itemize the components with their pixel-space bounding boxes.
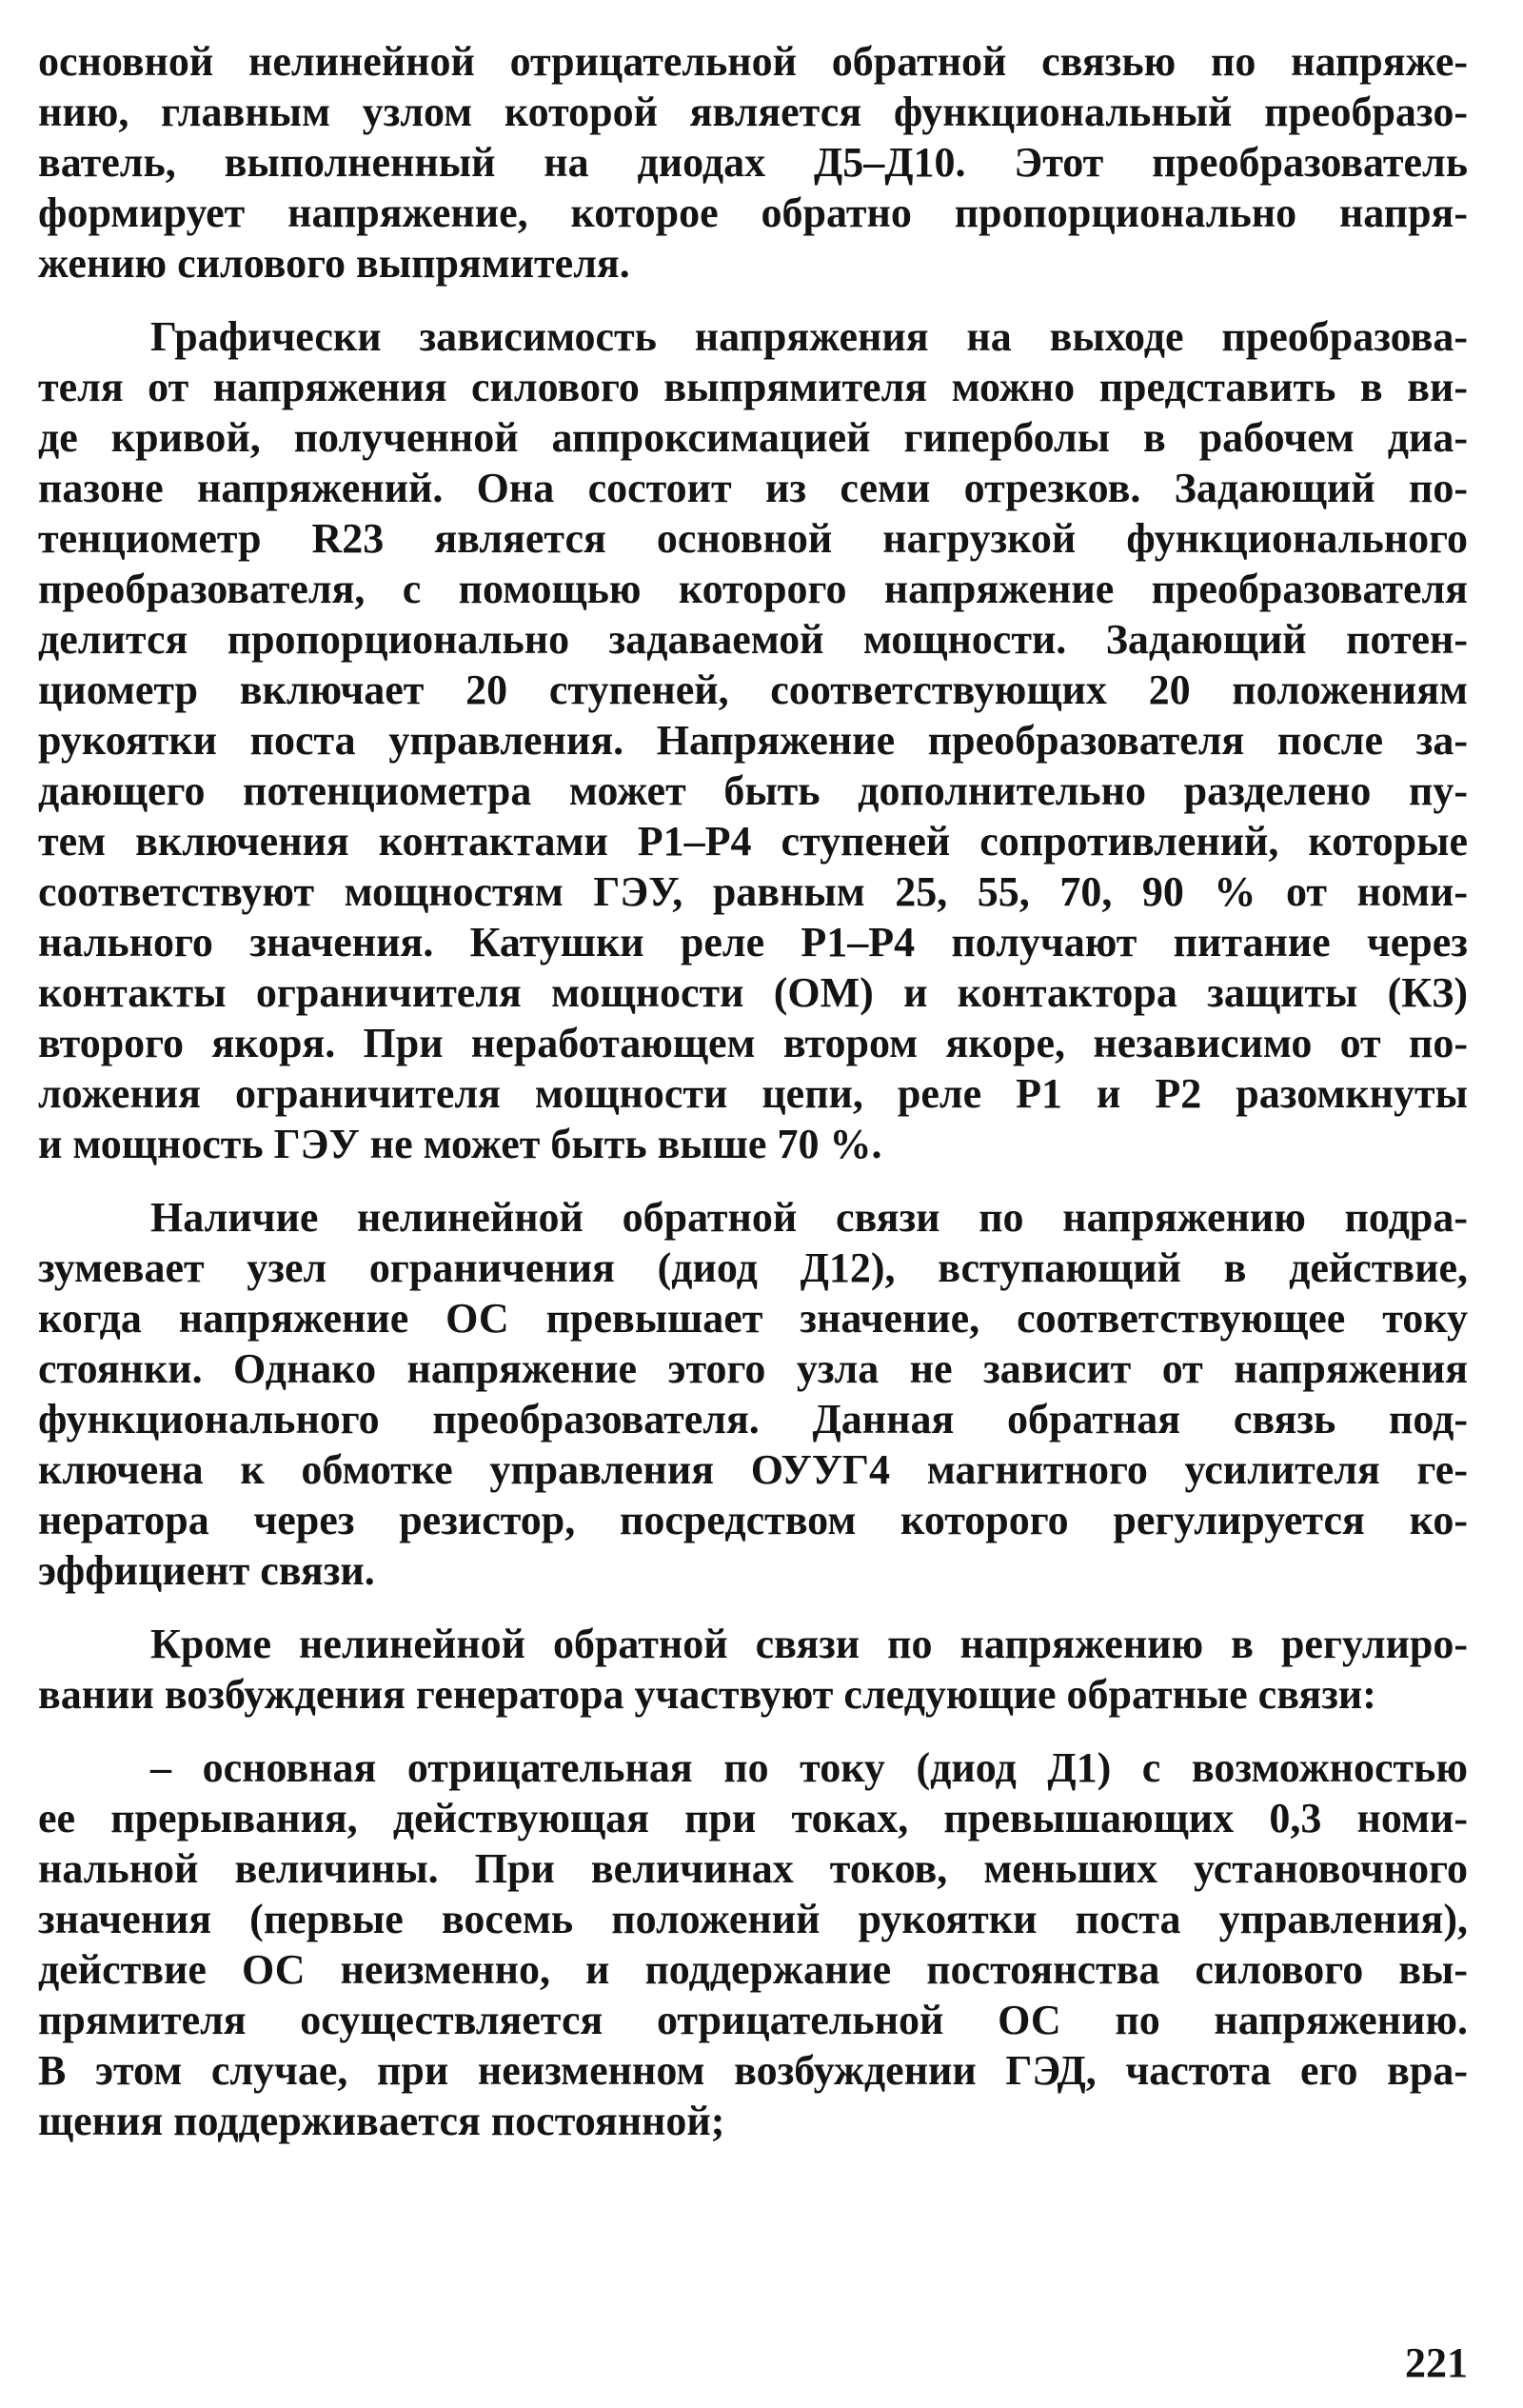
text-line: делится пропорционально задаваемой мощности. Задающий потен- xyxy=(38,616,1468,663)
text-line: основной нелинейной отрицательной обратной связью по напряже- xyxy=(38,38,1468,85)
text-line: – основная отрицательная по току (диод Д1) с возможностью xyxy=(150,1744,1468,1791)
text-line: эффициент связи. xyxy=(38,1547,375,1594)
text-line: вании возбуждения генератора участвуют следующие обратные связи: xyxy=(38,1671,1376,1718)
text-line: Графически зависимость напряжения на выходе преобразова- xyxy=(150,313,1468,360)
text-line: циометр включает 20 ступеней, соответствующих 20 положениям xyxy=(38,667,1468,713)
text-line: зумевает узел ограничения (диод Д12), вступающий в действие, xyxy=(38,1244,1468,1291)
text-body xyxy=(38,36,1468,2146)
text-line: прямителя осуществляется отрицательной ОС по напряжению. xyxy=(38,1997,1468,2043)
text-line: рукоятки поста управления. Напряжение преобразователя после за- xyxy=(38,717,1468,764)
paragraph xyxy=(38,311,1468,1169)
text-line: нальной величины. При величинах токов, меньших установочного xyxy=(38,1845,1468,1892)
text-line: теля от напряжения силового выпрямителя можно представить в ви- xyxy=(38,364,1468,410)
text-line: значения (первые восемь положений рукоятки поста управления), xyxy=(38,1896,1468,1942)
text-line: ключена к обмотке управления ОУУГ4 магнитного усилителя ге- xyxy=(38,1446,1468,1493)
text-line: формирует напряжение, которое обратно пропорционально напря- xyxy=(38,189,1468,236)
paragraph xyxy=(38,36,1468,289)
text-line: контакты ограничителя мощности (ОМ) и контактора защиты (КЗ) xyxy=(38,969,1468,1016)
text-line: нального значения. Катушки реле P1–P4 получают питание через xyxy=(38,919,1468,965)
text-line: тенциометр R23 является основной нагрузкой функционального xyxy=(38,515,1468,562)
text-line: функционального преобразователя. Данная обратная связь под- xyxy=(38,1396,1468,1443)
text-line: нию, главным узлом которой является функциональный преобразо- xyxy=(38,89,1468,135)
paragraph xyxy=(38,1619,1468,1720)
text-line: пазоне напряжений. Она состоит из семи отрезков. Задающий по- xyxy=(38,465,1468,511)
text-line: ее прерывания, действующая при токах, превышающих 0,3 номи- xyxy=(38,1795,1468,1841)
text-line: дающего потенциометра может быть дополнительно разделено пу- xyxy=(38,767,1468,814)
text-line: нератора через резистор, посредством которого регулируется ко- xyxy=(38,1497,1468,1543)
paragraph xyxy=(38,1742,1468,2146)
page-number: 221 xyxy=(1405,2339,1468,2386)
text-line: и мощность ГЭУ не может быть выше 70 %. xyxy=(38,1121,882,1167)
text-line: действие ОС неизменно, и поддержание постоянства силового вы- xyxy=(38,1946,1468,1993)
text-line: ложения ограничителя мощности цепи, реле P1 и P2 разомкнуты xyxy=(38,1070,1468,1117)
text-line: де кривой, полученной аппроксимацией гиперболы в рабочем диа- xyxy=(38,414,1468,461)
text-line: соответствуют мощностям ГЭУ, равным 25, 55, 70, 90 % от номи- xyxy=(38,868,1468,915)
text-line: Кроме нелинейной обратной связи по напряжению в регулиро- xyxy=(150,1621,1468,1667)
text-line: В этом случае, при неизменном возбуждении ГЭД, частота его вра- xyxy=(38,2047,1468,2094)
text-line: второго якоря. При неработающем втором якоре, независимо от по- xyxy=(38,1020,1468,1066)
text-line: когда напряжение ОС превышает значение, соответствующее току xyxy=(38,1295,1468,1342)
text-line: ватель, выполненный на диодах Д5–Д10. Этот преобразователь xyxy=(38,139,1468,186)
text-line: жению силового выпрямителя. xyxy=(38,240,630,287)
text-line: Наличие нелинейной обратной связи по напряжению подра- xyxy=(150,1194,1468,1241)
text-line: преобразователя, с помощью которого напряжение преобразователя xyxy=(38,566,1468,612)
text-line: стоянки. Однако напряжение этого узла не зависит от напряжения xyxy=(38,1345,1468,1392)
text-line: щения поддерживается постоянной; xyxy=(38,2098,725,2144)
text-line: тем включения контактами P1–P4 ступеней сопротивлений, которые xyxy=(38,818,1468,865)
paragraph xyxy=(38,1192,1468,1596)
